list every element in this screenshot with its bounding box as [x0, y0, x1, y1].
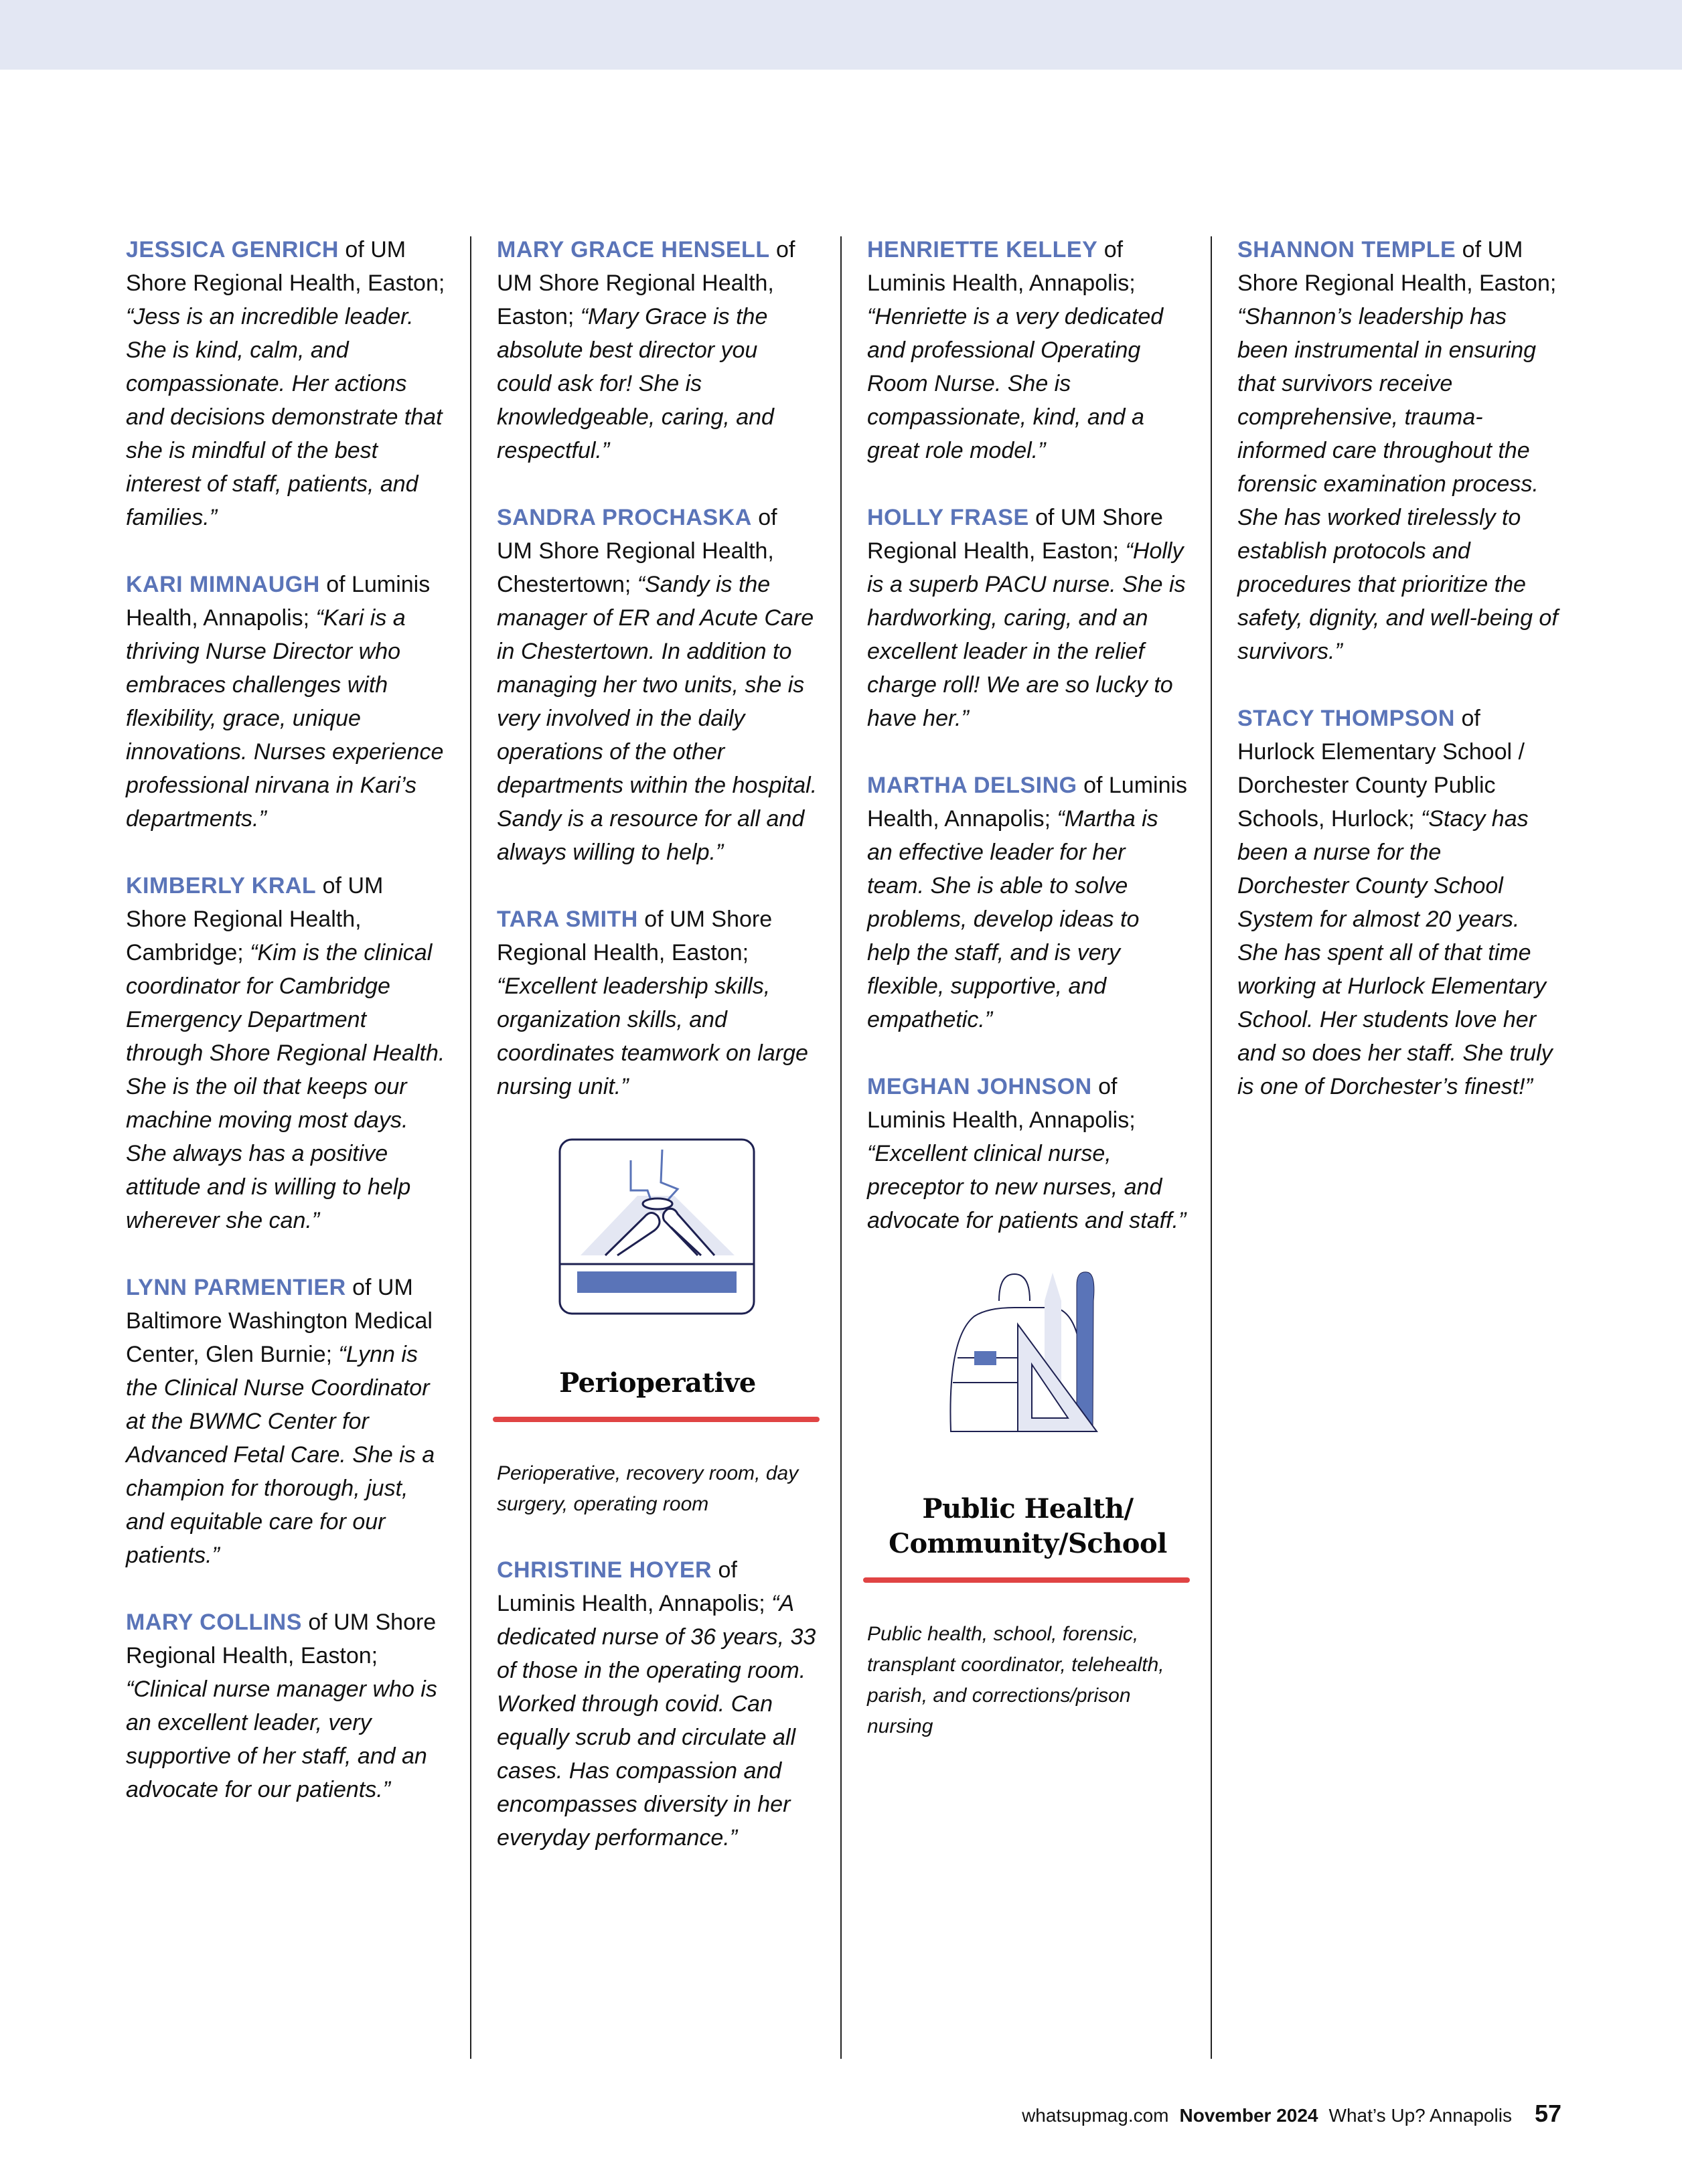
nominee-entry: [497, 233, 818, 467]
nominee-name: MEGHAN JOHNSON: [867, 1074, 1092, 1099]
nominee-quote: “A dedicated nurse of 36 years, 33 of those in the operating room. Worked through covid. Can equally scrub and circulate all cases. Has compassion and encompasses diversity in her everyday performance.”: [497, 1591, 816, 1851]
nominee-affiliation: of Luminis Health, Annapolis;: [867, 1074, 1136, 1133]
nominee-entry: [126, 1271, 447, 1572]
category-rule: [863, 1577, 1190, 1583]
category-description: Perioperative, recovery room, day surgery, operating room: [497, 1462, 799, 1515]
nominee-entry: [126, 1606, 447, 1806]
nominee-entry: [867, 501, 1189, 735]
nominee-affiliation: of UM Shore Regional Health, Easton;: [497, 237, 795, 329]
nominee-quote: “Kim is the clinical coordinator for Cambridge Emergency Department through Shore Regional Health. She is the oil that keeps our machine moving most days. She always has a positive attitude and is willing to help wherever she can.”: [126, 940, 445, 1233]
category-title: Perioperative: [559, 1367, 756, 1399]
nominee-name: MARTHA DELSING: [867, 773, 1077, 798]
nominee-name: HOLLY FRASE: [867, 505, 1029, 530]
column-3: [867, 233, 1189, 1776]
nominee-quote: “Excellent clinical nurse, preceptor to new nurses, and advocate for patients and staff.”: [867, 1141, 1187, 1233]
page-number: 57: [1534, 2100, 1561, 2127]
category-title-line-2: Community/School: [889, 1528, 1167, 1559]
nominee-name: LYNN PARMENTIER: [126, 1275, 346, 1300]
nominee-entry: [867, 233, 1189, 467]
nominee-quote: “Excellent leadership skills, organization skills, and coordinates teamwork on large nursing unit.”: [497, 973, 808, 1099]
nominee-affiliation: of Hurlock Elementary School / Dorchester County Public Schools, Hurlock;: [1237, 706, 1525, 832]
nominee-entry: [126, 869, 447, 1237]
nominee-entry: [126, 568, 447, 836]
nominee-quote: “Martha is an effective leader for her team. She is able to solve problems, develop ideas to help the staff, and is very flexible, supportive, and empathetic.”: [867, 806, 1158, 1032]
knee-xray-icon: [557, 1137, 758, 1318]
nominee-quote: “Shannon’s leadership has been instrumental in ensuring that survivors receive comprehensive, trauma-informed care throughout the forensic examination process. She has worked tirelessly to establish protocols and procedures that prioritize the safety, dignity, and well-being of survivors.”: [1237, 304, 1558, 664]
nominee-name: MARY COLLINS: [126, 1610, 302, 1635]
category-description: Public health, school, forensic, transplant coordinator, telehealth, parish, and corrections/prison nursing: [867, 1623, 1164, 1737]
nominee-affiliation: of Luminis Health, Annapolis;: [497, 1557, 772, 1616]
nominee-name: SHANNON TEMPLE: [1237, 237, 1456, 262]
nominee-affiliation: of Luminis Health, Annapolis;: [126, 572, 431, 631]
nominee-entry: [497, 501, 818, 869]
nominee-quote: “Jess is an incredible leader. She is kind, calm, and compassionate. Her actions and decisions demonstrate that she is mindful of the best interest of staff, patients, and families.”: [126, 304, 443, 530]
footer-site[interactable]: whatsupmag.com: [1022, 2105, 1169, 2126]
category-perioperative: [497, 1137, 818, 1520]
nominee-name: STACY THOMPSON: [1237, 706, 1455, 731]
nominee-affiliation: of UM Shore Regional Health, Easton;: [126, 237, 445, 296]
nominee-entry: [1237, 702, 1559, 1103]
nominee-name: SANDRA PROCHASKA: [497, 505, 752, 530]
category-rule: [493, 1417, 820, 1422]
nominee-affiliation: of UM Shore Regional Health, Easton;: [1237, 237, 1557, 296]
nominee-name: HENRIETTE KELLEY: [867, 237, 1098, 262]
category-title-line-1: Public Health/: [922, 1493, 1134, 1525]
nominee-name: CHRISTINE HOYER: [497, 1557, 712, 1583]
header-band: [0, 0, 1682, 70]
nominee-affiliation: of Luminis Health, Annapolis;: [867, 237, 1136, 296]
column-divider: [1211, 236, 1212, 2059]
nominee-affiliation: of UM Shore Regional Health, Easton;: [867, 505, 1163, 564]
backpack-ruler-pen-icon: [947, 1271, 1108, 1445]
nominee-name: KARI MIMNAUGH: [126, 572, 320, 597]
nominee-entry: [867, 1070, 1189, 1237]
nominee-quote: “Lynn is the Clinical Nurse Coordinator at the BWMC Center for Advanced Fetal Care. She is a champion for thorough, just, and equitable care for our patients.”: [126, 1342, 435, 1568]
nominee-quote: “Henriette is a very dedicated and professional Operating Room Nurse. She is compassionate, kind, and a great role model.”: [867, 304, 1164, 463]
nominee-name: TARA SMITH: [497, 907, 638, 932]
nominee-quote: “Clinical nurse manager who is an excellent leader, very supportive of her staff, and an advocate for our patients.”: [126, 1676, 437, 1802]
nominee-entry: [497, 903, 818, 1103]
nominee-quote: “Mary Grace is the absolute best director you could ask for! She is knowledgeable, caring, and respectful.”: [497, 304, 774, 463]
column-divider: [840, 236, 842, 2059]
nominee-affiliation: of Luminis Health, Annapolis;: [867, 773, 1188, 832]
category-public-health: [867, 1271, 1189, 1742]
footer-publication: What’s Up? Annapolis: [1328, 2105, 1512, 2126]
column-4: [1237, 233, 1559, 1137]
nominee-entry: [867, 769, 1189, 1036]
column-1: [126, 233, 447, 1840]
nominee-entry: [126, 233, 447, 534]
nominee-name: KIMBERLY KRAL: [126, 873, 317, 899]
column-2: [497, 233, 818, 1888]
nominee-name: JESSICA GENRICH: [126, 237, 339, 262]
nominee-name: MARY GRACE HENSELL: [497, 237, 770, 262]
footer-issue: November 2024: [1179, 2105, 1318, 2126]
nominee-quote: “Holly is a superb PACU nurse. She is hardworking, caring, and an excellent leader in the relief charge roll! We are so lucky to have her.”: [867, 538, 1186, 731]
nominee-quote: “Kari is a thriving Nurse Director who embraces challenges with flexibility, grace, unique innovations. Nurses experience professional nirvana in Kari’s departments.”: [126, 605, 444, 832]
nominee-quote: “Stacy has been a nurse for the Dorchester County School System for almost 20 years. She has spent all of that time working at Hurlock Elementary School. Her students love her and so does her staff. She truly is one of Dorchester’s finest!”: [1237, 806, 1553, 1099]
nominee-entry: [1237, 233, 1559, 668]
nominee-affiliation: of UM Shore Regional Health, Cambridge;: [126, 873, 384, 965]
category-title: [867, 1492, 1189, 1561]
nominee-entry: [497, 1553, 818, 1855]
nominee-affiliation: of UM Shore Regional Health, Chestertown;: [497, 505, 777, 597]
column-divider: [470, 236, 471, 2059]
page-footer: [1022, 2100, 1561, 2128]
nominee-quote: “Sandy is the manager of ER and Acute Care in Chestertown. In addition to managing her two units, she is very involved in the daily operations of the other departments within the hospital. Sandy is a resource for all and always willing to help.”: [497, 572, 818, 865]
nominee-affiliation: of UM Shore Regional Health, Easton;: [126, 1610, 437, 1668]
nominee-affiliation: of UM Shore Regional Health, Easton;: [497, 907, 773, 965]
nominee-affiliation: of UM Baltimore Washington Medical Center, Glen Burnie;: [126, 1275, 433, 1367]
